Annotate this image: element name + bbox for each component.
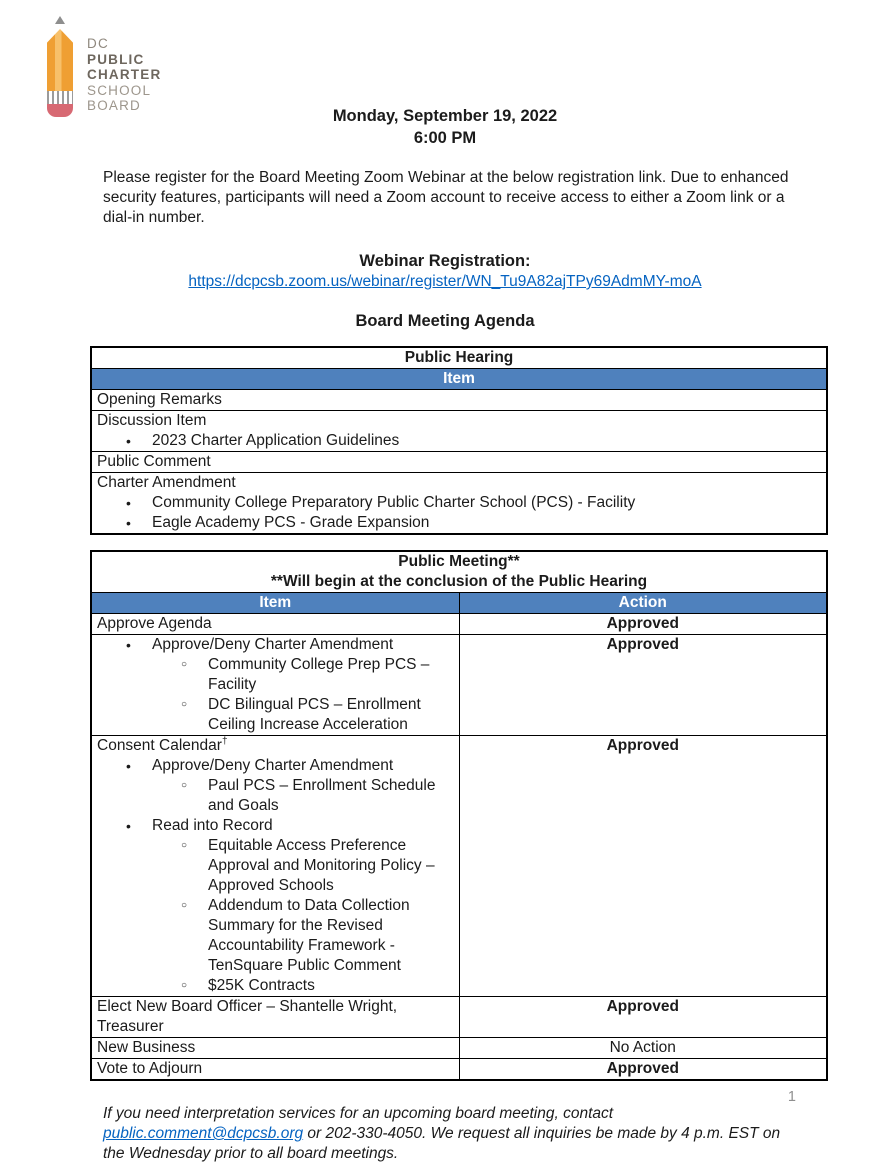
table-row (91, 593, 827, 614)
webinar-link-row (0, 273, 890, 291)
action-value: Approved (459, 736, 827, 997)
item-column-header: Item (91, 369, 827, 390)
interpretation-services-note: If you need interpretation services for an upcoming board meeting, contact public.comment@dcpcsb.org or 202-330-4050. We request all inquiries be made by 4 p.m. EST on the Wednesday prior to all board meetings. (103, 1105, 781, 1162)
table-row (91, 369, 827, 390)
table-row (91, 997, 827, 1038)
table-row (91, 390, 827, 411)
dcpcsb-logo (45, 14, 161, 117)
sub-bullet-item: ○ DC Bilingual PCS – Enrollment Ceiling Increase Acceleration (181, 696, 421, 733)
page-number: 1 (787, 1089, 796, 1105)
circle-bullet-icon: ○ (181, 980, 188, 991)
pencil-body (47, 29, 73, 91)
sub-bullet-item: ○ Equitable Access Preference Approval and Monitoring Policy – Approved Schools (181, 837, 435, 894)
action-column-header: Action (459, 593, 827, 614)
action-value: Approved (459, 1059, 827, 1081)
row-vote-to-adjourn: Vote to Adjourn (91, 1059, 459, 1081)
bullet-item: • Approve/Deny Charter Amendment (126, 636, 394, 653)
circle-bullet-icon: ○ (181, 699, 188, 710)
meeting-date: Monday, September 19, 2022 (332, 107, 558, 125)
bullet-icon: • (126, 495, 131, 511)
table-row (91, 736, 827, 997)
table-row (91, 411, 827, 452)
row-title: Discussion Item (97, 412, 207, 429)
row-charter-amendment (91, 473, 827, 535)
bullet-icon: • (126, 515, 131, 531)
row-consent-calendar (91, 736, 459, 997)
item-column-header: Item (91, 593, 459, 614)
row-title: Consent Calendar† (97, 735, 228, 754)
bullet-icon: • (126, 433, 131, 449)
table-row (91, 452, 827, 473)
sub-bullet-item: ○ $25K Contracts (181, 977, 315, 994)
bullet-item: • Eagle Academy PCS - Grade Expansion (126, 514, 430, 531)
public-meeting-table (90, 550, 828, 1081)
pencil-eraser (47, 104, 73, 117)
action-value: Approved (459, 614, 827, 635)
table-row (91, 347, 827, 369)
logo-line-charter: CHARTER (87, 67, 162, 82)
row-opening-remarks: Opening Remarks (91, 390, 827, 411)
bullet-item: • 2023 Charter Application Guidelines (126, 432, 400, 449)
board-meeting-agenda-heading: Board Meeting Agenda (355, 312, 535, 330)
row-public-comment: Public Comment (91, 452, 827, 473)
row-discussion-item (91, 411, 827, 452)
row-approve-agenda: Approve Agenda (91, 614, 459, 635)
sub-bullet-item: ○ Community College Prep PCS – Facility (181, 656, 430, 693)
logo-line-board: BOARD (87, 98, 142, 113)
logo-line-public: PUBLIC (87, 51, 145, 67)
bullet-icon: • (126, 637, 131, 653)
webinar-registration-heading: Webinar Registration: (359, 252, 531, 270)
registration-intro-paragraph: Please register for the Board Meeting Zoom Webinar at the below registration link. Due to enhanced security features, participants will need a Zoom account to receive access to either a Zoom link or a dial-in number. (103, 169, 789, 226)
public-hearing-title: Public Hearing (91, 347, 827, 369)
table-row (91, 1059, 827, 1081)
table-row (91, 551, 827, 593)
dagger-mark: † (221, 735, 228, 747)
logo-line-school: SCHOOL (87, 82, 152, 98)
circle-bullet-icon: ○ (181, 780, 188, 791)
table-row (91, 1038, 827, 1059)
action-value: Approved (459, 635, 827, 736)
public-hearing-table (90, 346, 828, 535)
table-row (91, 635, 827, 736)
action-value: Approved (459, 997, 827, 1038)
bullet-item: • Approve/Deny Charter Amendment (126, 757, 394, 774)
bullet-item: • Read into Record (126, 817, 273, 834)
logo-wordmark (87, 36, 161, 114)
public-meeting-title: Public Meeting** **Will begin at the conclusion of the Public Hearing (91, 551, 827, 593)
public-comment-email-link[interactable]: public.comment@dcpcsb.org (103, 1125, 304, 1142)
logo-line-dc: DC (87, 36, 109, 51)
row-new-business: New Business (91, 1038, 459, 1059)
circle-bullet-icon: ○ (181, 659, 188, 670)
circle-bullet-icon: ○ (181, 900, 188, 911)
row-elect-officer: Elect New Board Officer – Shantelle Wright, Treasurer (91, 997, 459, 1038)
bullet-icon: • (126, 818, 131, 834)
circle-bullet-icon: ○ (181, 840, 188, 851)
webinar-registration-link[interactable]: https://dcpcsb.zoom.us/webinar/register/WN_Tu9A82ajTPy69AdmMY-moA (188, 273, 702, 290)
row-approve-deny-amendment (91, 635, 459, 736)
sub-bullet-item: ○ Paul PCS – Enrollment Schedule and Goals (181, 777, 436, 814)
table-row (91, 614, 827, 635)
action-value: No Action (459, 1038, 827, 1059)
meeting-time: 6:00 PM (413, 129, 477, 147)
bullet-icon: • (126, 758, 131, 774)
pencil-tip (55, 16, 65, 24)
pencil-icon (45, 16, 75, 117)
row-title: Charter Amendment (97, 474, 236, 491)
pencil-ferrule (47, 91, 73, 104)
sub-bullet-item: ○ Addendum to Data Collection Summary for the Revised Accountability Framework - TenSquare Public Comment (181, 897, 410, 974)
bullet-item: • Community College Preparatory Public Charter School (PCS) - Facility (126, 494, 636, 511)
table-row (91, 473, 827, 535)
